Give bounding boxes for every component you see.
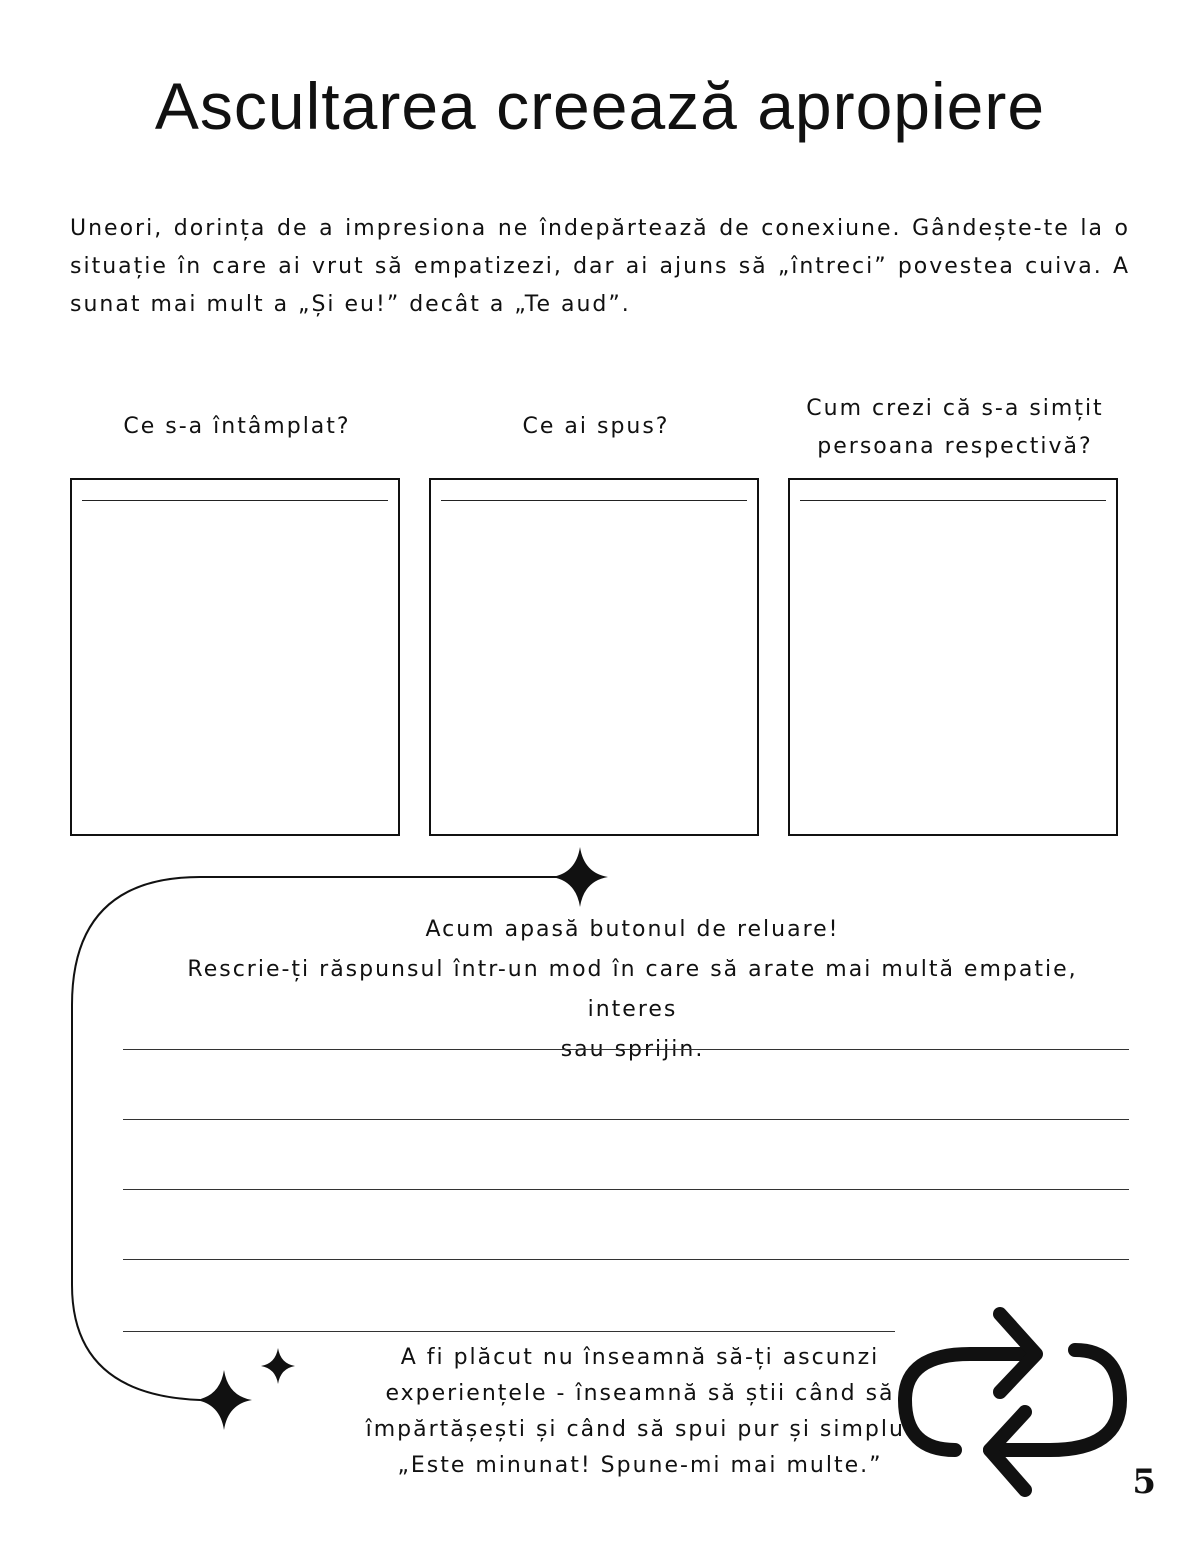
answer-box-how-they-felt[interactable] (788, 478, 1118, 836)
box-rule (800, 500, 1106, 501)
replay-prompt-line: Acum apasă butonul de reluare! (425, 917, 840, 942)
box-rule (82, 500, 388, 501)
writing-line[interactable] (123, 1119, 1129, 1120)
writing-line[interactable] (123, 1331, 895, 1332)
page-title: Ascultarea creează apropiere (154, 69, 1046, 143)
writing-line[interactable] (123, 1259, 1129, 1260)
column-label-line: Cum crezi că s-a simțit (806, 396, 1104, 421)
answer-box-what-you-said[interactable] (429, 478, 759, 836)
quote-line: „Este minunat! Spune-mi mai multe.” (397, 1453, 883, 1478)
sparkle-icon (196, 1370, 252, 1430)
replay-prompt-line: sau sprijin. (560, 1037, 705, 1062)
box-rule (441, 500, 747, 501)
quote-line: împărtășești și când să spui pur și simplu: (365, 1417, 915, 1442)
writing-line[interactable] (123, 1049, 1129, 1050)
quote-line: experiențele - înseamnă să știi când să (385, 1381, 895, 1406)
sparkle-icon (552, 847, 608, 907)
replay-prompt (140, 910, 1125, 1070)
replay-prompt-line: Rescrie-ți răspunsul într-un mod în care să arate mai multă empatie, interes (187, 957, 1078, 1022)
writing-line[interactable] (123, 1189, 1129, 1190)
answer-box-what-happened[interactable] (70, 478, 400, 836)
closing-quote (300, 1340, 980, 1484)
column-label-line: persoana respectivă? (817, 434, 1093, 459)
column-label-how-they-felt (770, 390, 1140, 466)
quote-line: A fi plăcut nu înseamnă să-ți ascunzi (400, 1345, 880, 1370)
sparkle-icon (261, 1348, 295, 1384)
column-label-what-happened: Ce s-a întâmplat? (123, 414, 351, 439)
column-label-what-you-said: Ce ai spus? (522, 414, 670, 439)
intro-paragraph: Uneori, dorința de a impresiona ne îndepărtează de conexiune. Gândește-te la o situație în care ai vrut să empatizezi, dar ai ajuns să „întreci” povestea cuiva. A sunat mai mult a „Și eu!” decât a „Te aud”. (70, 216, 1130, 317)
page-number: 5 (1132, 1462, 1156, 1502)
